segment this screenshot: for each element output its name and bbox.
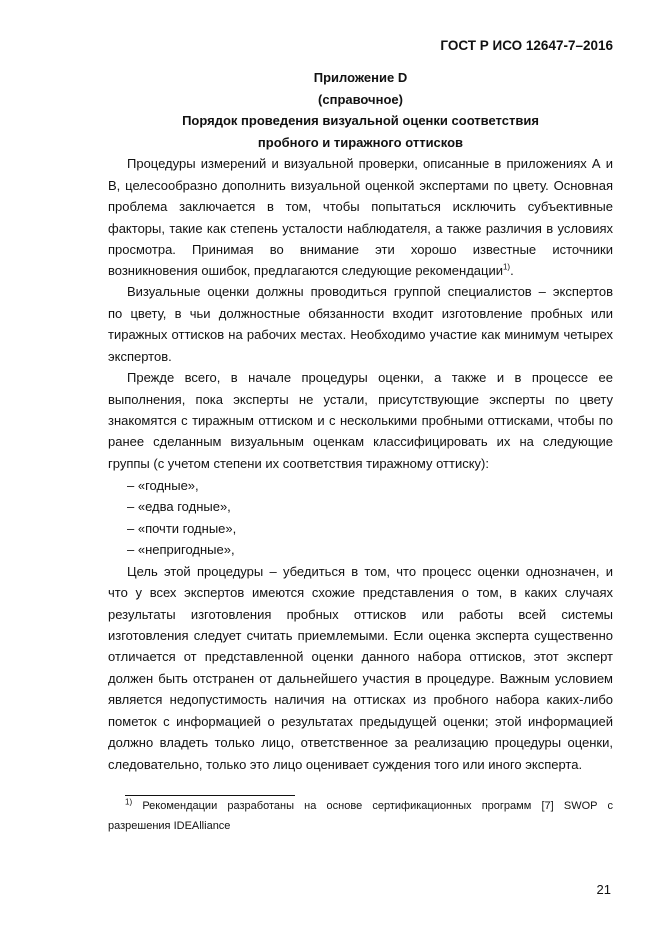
paragraph-line [108, 178, 613, 194]
line-text: ранее сделанным визуальным оценкам классифицировать их на следующие [108, 434, 613, 449]
line-text: пометок с информацией о результатах предыдущей оценки; этой информацией [108, 714, 613, 729]
line-text: просмотра. Принимая во внимание эти хорошо известные источники [108, 242, 613, 257]
line-text: проблема заключается в том, чтобы попытаться исключить субъективные [108, 199, 613, 214]
appendix-type: (справочное) [318, 92, 403, 107]
paragraph-line [108, 242, 613, 258]
footnote-line: разрешения IDEAlliance [108, 820, 231, 832]
paragraph-line [108, 714, 613, 730]
page-number: 21 [596, 882, 611, 897]
line-text: изготовления следует считать приемлемыми. Если оценка эксперта существенно [108, 628, 613, 643]
line-text: тиражных оттисков на рабочих местах. Необходимо участие как минимум четырех [108, 327, 613, 342]
footnote-marker: 1) [125, 797, 133, 807]
paragraph-line [108, 628, 613, 644]
paragraph-line: возникновения ошибок, предлагаются следующие рекомендации$^{1)}$. [108, 262, 514, 278]
line-text: группы (с учетом степени их соответствия тиражному оттиску): [108, 456, 489, 471]
paragraph-line [108, 306, 613, 322]
list-item: – «почти годные», [127, 521, 237, 536]
line-text: является недопустимость наличия на оттисках из пробного набора каких-либо [108, 692, 613, 707]
paragraph-line [108, 671, 613, 687]
paragraph-line [108, 649, 613, 665]
line-text: выполнения, пока эксперты не устали, присутствующие эксперты по цвету [108, 392, 613, 407]
line-text: должно владеть только лицо, ответственное за реализацию процедуры оценки, [108, 735, 613, 750]
paragraph-line [108, 735, 613, 751]
line-text: возникновения ошибок, предлагаются следующие рекомендации [108, 263, 503, 278]
paragraph-line [108, 456, 613, 472]
line-text: Прежде всего, в начале процедуры оценки, а также и в процессе ее [127, 370, 613, 385]
footnote-reference[interactable]: 1) [502, 262, 511, 272]
paragraph-line [108, 327, 613, 343]
paragraph-line [108, 607, 613, 623]
line-text: Визуальные оценки должны проводиться группой специалистов – экспертов [127, 284, 613, 299]
paragraph-line [108, 199, 613, 215]
footnote-line [125, 799, 613, 813]
line-text: должен быть отстранен от дальнейшего участия в процедуре. Важным условием [108, 671, 613, 686]
line-text: отличается от представленной оценки данного набора оттисков, этот эксперт [108, 649, 613, 664]
paragraph-line [127, 370, 613, 386]
line-text: следовательно, только это лицо оценивает суждения того или иного эксперта. [108, 757, 583, 772]
line-text: экспертов. [108, 349, 172, 364]
line-text: факторы, такие как степень усталости наблюдателя, а также различия в условиях [108, 221, 613, 236]
paragraph-line [108, 434, 613, 450]
paragraph-line [108, 585, 613, 601]
list-item: – «едва годные», [127, 499, 231, 514]
paragraph-line [108, 349, 613, 365]
list-item: – «годные», [127, 478, 199, 493]
footnote-separator [125, 795, 295, 796]
paragraph-line [127, 284, 613, 300]
footnote-text: Рекомендации разработаны на основе сертификационных программ [7] SWOP с [142, 800, 613, 812]
line-text: В, целесообразно дополнить визуальной оценкой экспертами по цвету. Основная [108, 178, 613, 193]
paragraph-line [127, 156, 613, 172]
paragraph-line [108, 413, 613, 429]
appendix-title-line: Порядок проведения визуальной оценки соответствия [182, 113, 539, 128]
paragraph-line [127, 564, 613, 580]
appendix-title-line: пробного и тиражного оттисков [257, 135, 464, 150]
line-text: результаты изготовления пробных оттисков или работы всей системы [108, 607, 613, 622]
line-text: знакомятся с тиражным оттиском и с несколькими пробными оттисками, чтобы по [108, 413, 613, 428]
line-text: Процедуры измерений и визуальной проверки, описанные в приложениях А и [127, 156, 613, 171]
line-text: что у всех экспертов имеются схожие представления о том, в каких случаях [108, 585, 613, 600]
paragraph-line [108, 221, 613, 237]
document-code-header: ГОСТ Р ИСО 12647-7–2016 [440, 38, 613, 53]
list-item: – «непригодные», [127, 542, 235, 557]
paragraph-line [108, 692, 613, 708]
appendix-label: Приложение D [313, 70, 408, 85]
paragraph-line [108, 392, 613, 408]
line-text: по цвету, в чьи должностные обязанности входит изготовление пробных или [108, 306, 613, 321]
line-text: Цель этой процедуры – убедиться в том, что процесс оценки однозначен, и [127, 564, 613, 579]
paragraph-line [108, 757, 613, 773]
